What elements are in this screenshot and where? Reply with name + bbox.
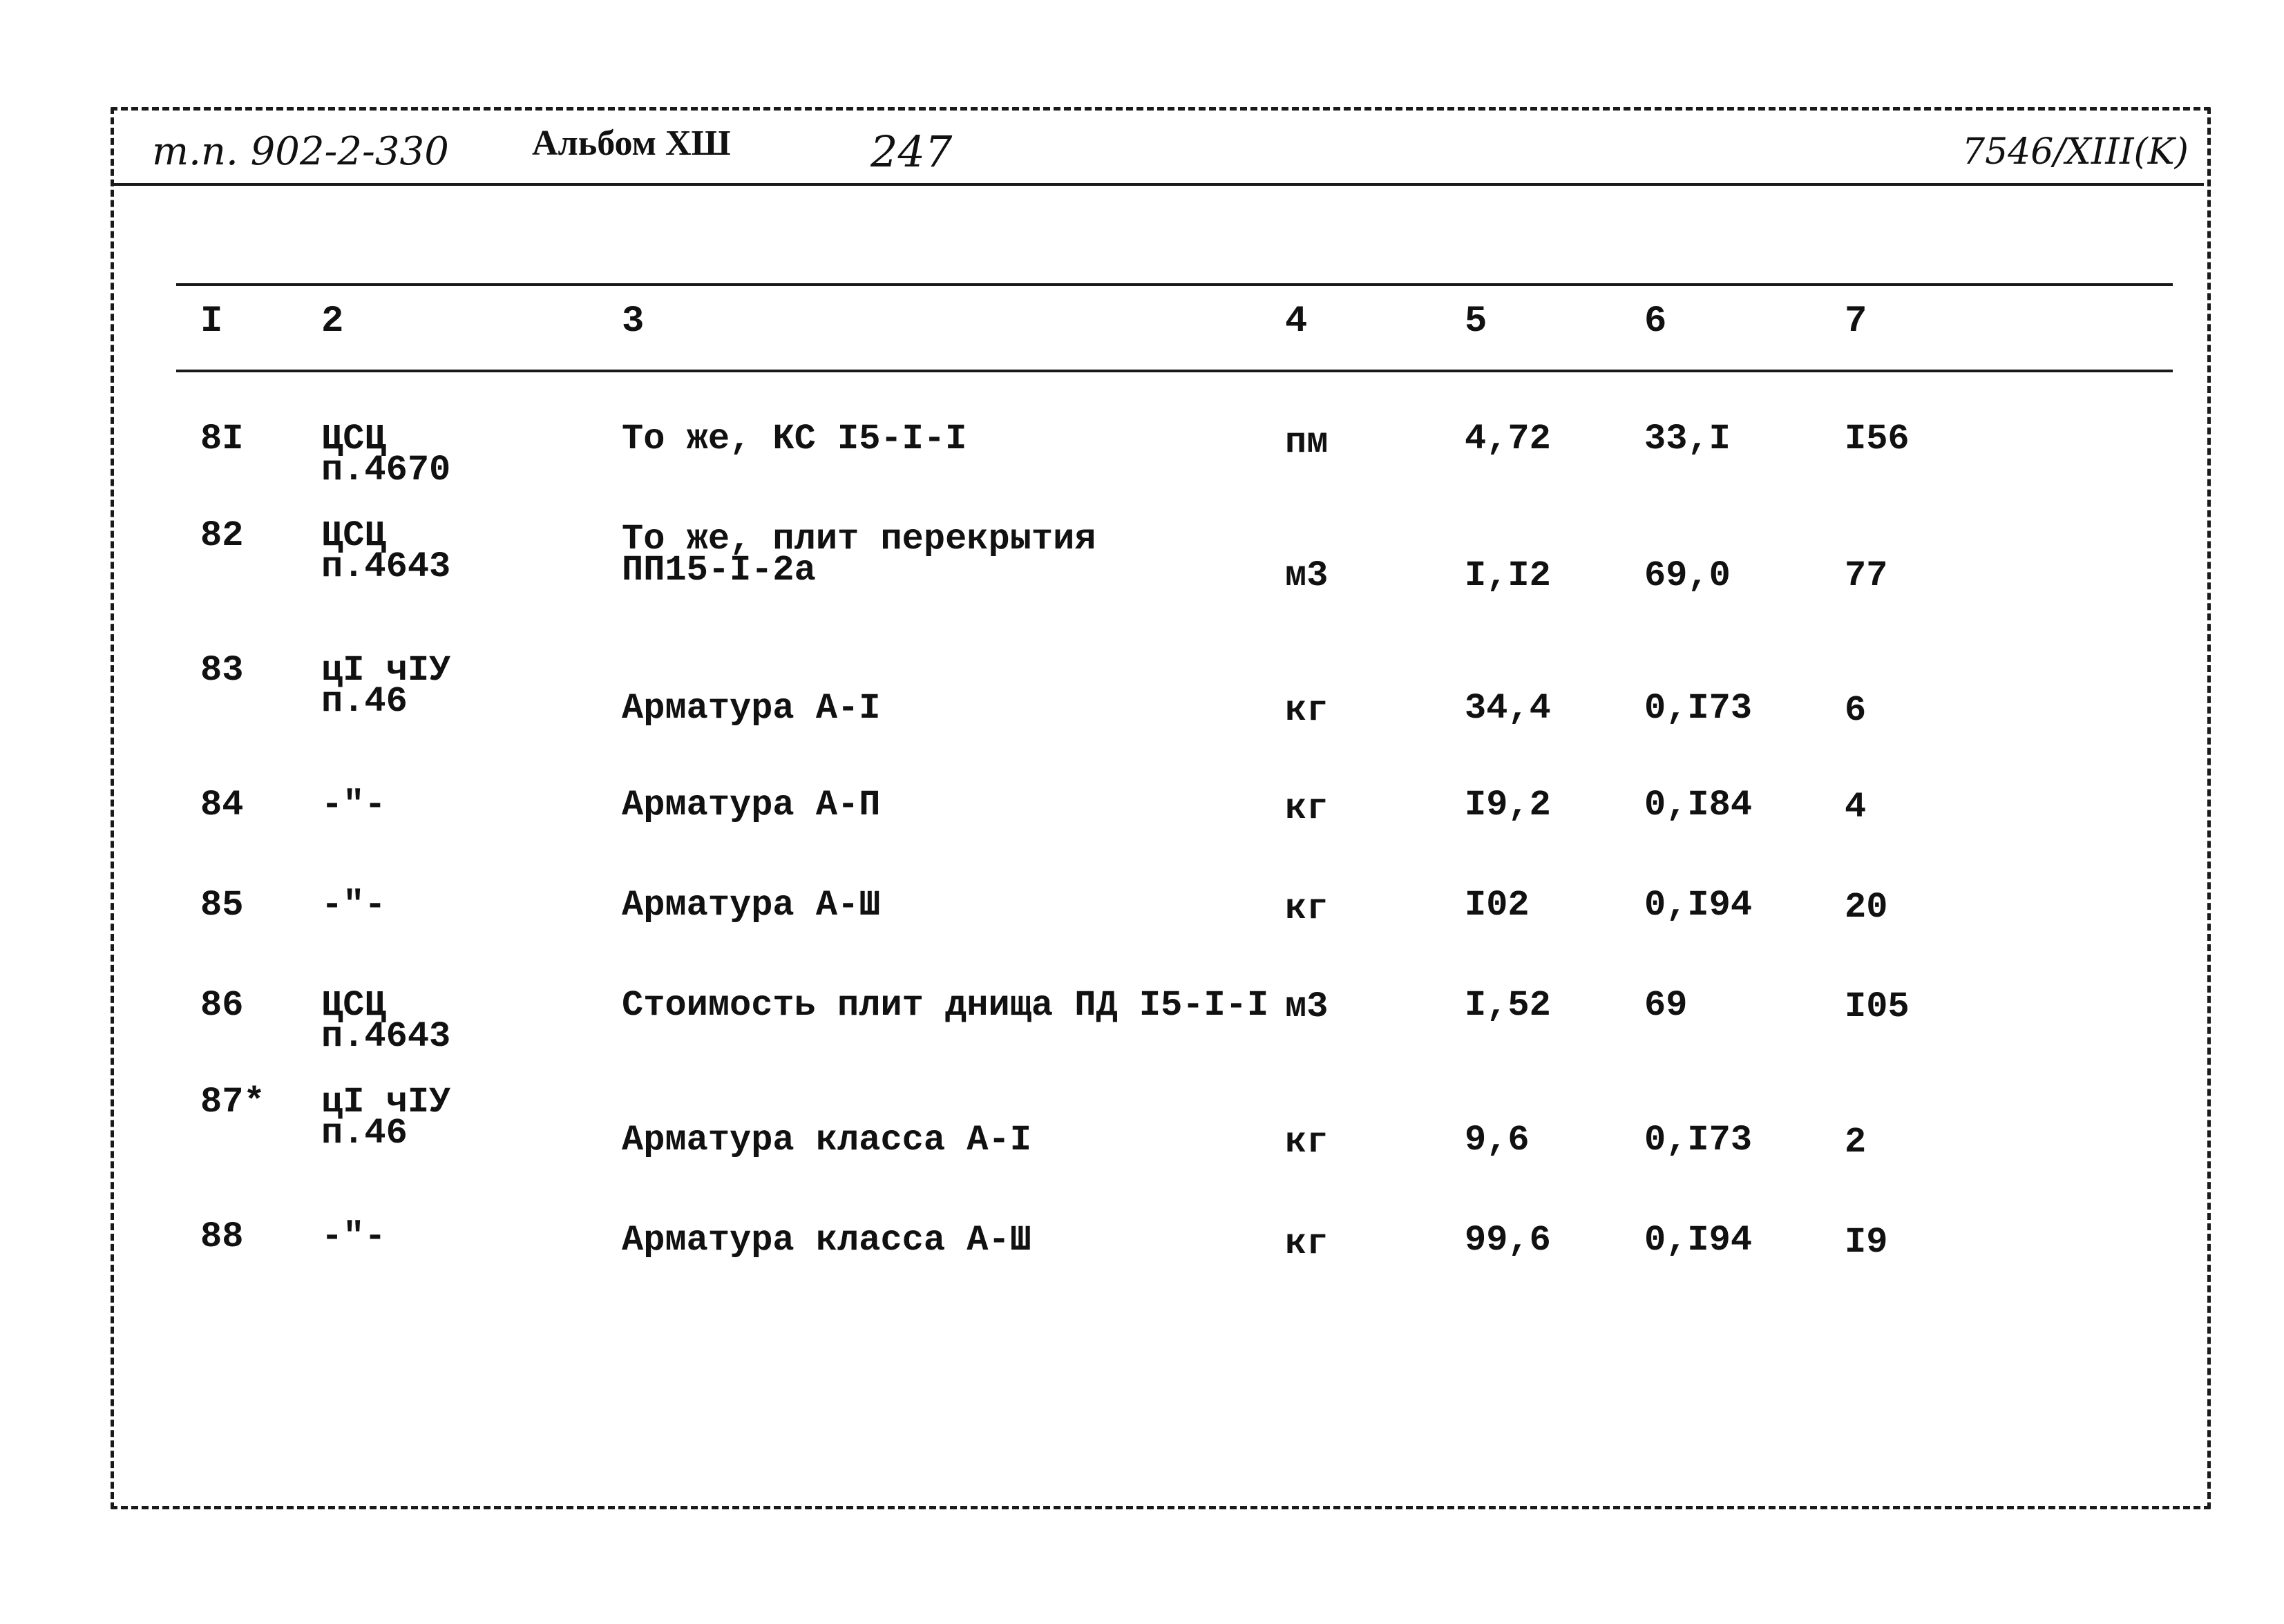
page-number: 247	[870, 126, 953, 177]
col-header-6: 6	[1644, 300, 1667, 343]
total: 20	[1845, 887, 1888, 928]
col-header-1: I	[200, 300, 223, 343]
quantity: 34,4	[1465, 688, 1551, 729]
item-name: То же, КС I5-I-I	[622, 419, 967, 459]
item-name: То же, плит перекрытия	[622, 519, 1096, 560]
quantity: I9,2	[1465, 785, 1551, 825]
unit: кг	[1285, 690, 1329, 731]
table-header-rule	[176, 370, 2173, 372]
total: I05	[1845, 986, 1910, 1027]
unit-price: 0,I94	[1644, 1220, 1753, 1261]
unit: м3	[1285, 555, 1329, 596]
unit-price: 0,I84	[1644, 785, 1753, 825]
total: I56	[1845, 419, 1910, 459]
unit-price: 33,I	[1644, 419, 1731, 459]
row-number: 86	[200, 985, 244, 1026]
unit-price: 69	[1644, 985, 1688, 1026]
item-name-line2: ПП15-I-2а	[622, 550, 816, 591]
unit: пм	[1285, 422, 1329, 463]
unit: кг	[1285, 1122, 1329, 1163]
item-name: Арматура А-Ш	[622, 885, 881, 926]
unit-price: 0,I94	[1644, 885, 1753, 926]
item-name: Арматура класса А-I	[622, 1120, 1031, 1160]
col-header-7: 7	[1845, 300, 1867, 343]
source-item: п.46	[321, 1113, 408, 1154]
unit-price: 0,I73	[1644, 688, 1753, 729]
unit-price: 0,I73	[1644, 1120, 1753, 1160]
source-ref: ЦСЦ	[321, 985, 386, 1026]
unit: кг	[1285, 1223, 1329, 1264]
col-header-3: 3	[622, 300, 645, 343]
quantity: 9,6	[1465, 1120, 1530, 1160]
col-header-4: 4	[1285, 300, 1308, 343]
source-item: п.4670	[321, 450, 451, 490]
quantity: 99,6	[1465, 1220, 1551, 1261]
quantity: 4,72	[1465, 419, 1551, 459]
document-code: 7546/XIII(K)	[1962, 131, 2189, 173]
row-number: 8I	[200, 419, 244, 459]
item-name: Арматура класса А-Ш	[622, 1220, 1031, 1261]
total: 2	[1845, 1122, 1867, 1163]
total: I9	[1845, 1222, 1888, 1263]
table-top-rule	[176, 283, 2173, 286]
row-number: 84	[200, 785, 244, 825]
unit: м3	[1285, 986, 1329, 1027]
row-number: 88	[200, 1216, 244, 1257]
total: 4	[1845, 787, 1867, 828]
item-name: Стоимость плит днища ПД I5-I-I	[622, 985, 1269, 1026]
unit: кг	[1285, 788, 1329, 829]
row-number: 87*	[200, 1082, 265, 1123]
row-number: 85	[200, 885, 244, 926]
quantity: I02	[1465, 885, 1530, 926]
source-ref: цI чIУ	[321, 650, 451, 691]
total: 77	[1845, 555, 1888, 596]
source-ref: цI чIУ	[321, 1082, 451, 1123]
unit: кг	[1285, 888, 1329, 929]
col-header-2: 2	[321, 300, 344, 343]
source-ref: ЦСЦ	[321, 515, 386, 556]
page-frame	[111, 107, 2211, 1509]
album-label: Альбом XШ	[532, 124, 731, 163]
header-divider	[114, 183, 2204, 186]
source-ref: ЦСЦ	[321, 419, 386, 459]
source-item: п.4643	[321, 546, 451, 587]
item-name: Арматура А-I	[622, 688, 881, 729]
total: 6	[1845, 690, 1867, 731]
item-name: Арматура А-П	[622, 785, 881, 825]
quantity: I,52	[1465, 985, 1551, 1026]
source-item: п.46	[321, 681, 408, 722]
row-number: 83	[200, 650, 244, 691]
quantity: I,I2	[1465, 555, 1551, 596]
col-header-5: 5	[1465, 300, 1487, 343]
source-ref: -"-	[321, 885, 386, 926]
unit-price: 69,0	[1644, 555, 1731, 596]
project-number: т.п. 902-2-330	[152, 129, 449, 174]
source-item: п.4643	[321, 1016, 451, 1057]
row-number: 82	[200, 515, 244, 556]
source-ref: -"-	[321, 785, 386, 825]
source-ref: -"-	[321, 1216, 386, 1257]
